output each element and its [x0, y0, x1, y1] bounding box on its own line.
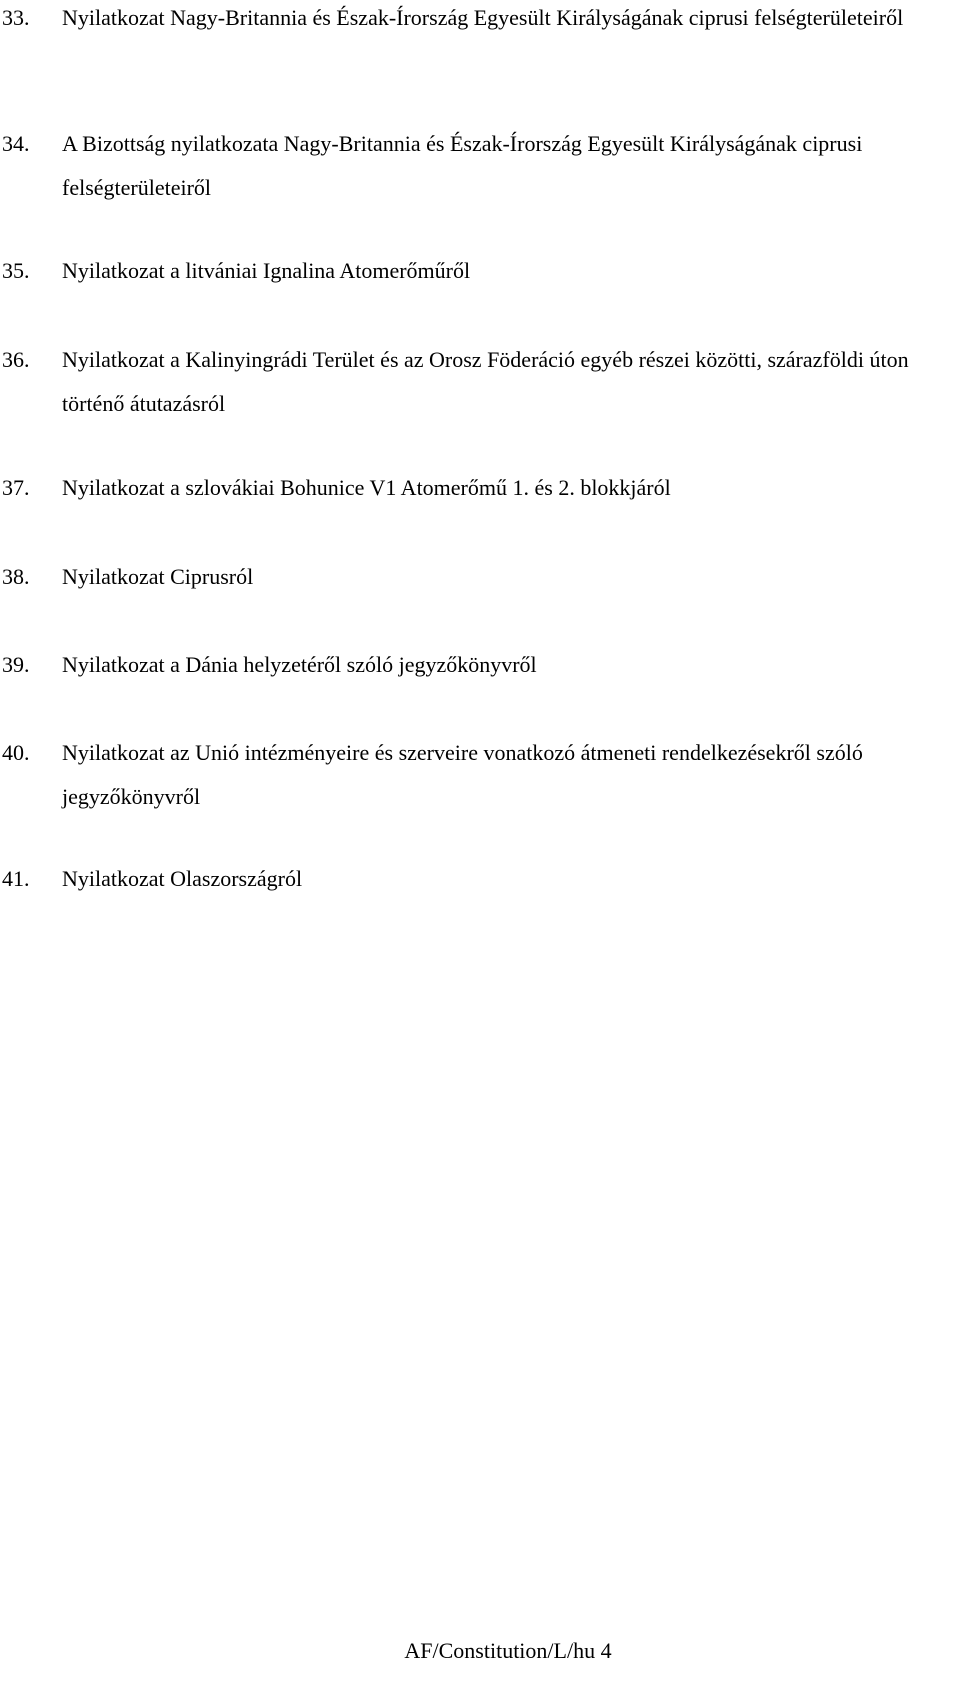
item-text: Nyilatkozat a Kalinyingrádi Terület és az Orosz Föderáció egyéb részei közötti, szárazföldi úton történő átutazásról	[62, 347, 909, 416]
list-item	[0, 466, 960, 510]
item-text: Nyilatkozat a szlovákiai Bohunice V1 Atomerőmű 1. és 2. blokkjáról	[62, 475, 671, 500]
item-number: 36.	[2, 347, 30, 372]
item-text: A Bizottság nyilatkozata Nagy-Britannia és Észak-Írország Egyesült Királyságának ciprusi felségterületeiről	[62, 131, 863, 200]
item-number: 37.	[2, 475, 30, 500]
item-text: Nyilatkozat a litvániai Ignalina Atomerőműről	[62, 258, 471, 283]
list-item	[0, 0, 960, 40]
list-item	[0, 857, 960, 901]
list-item	[0, 555, 960, 599]
list-item	[0, 249, 960, 293]
item-text: Nyilatkozat Ciprusról	[62, 564, 254, 589]
list-item	[0, 122, 960, 210]
page-footer: AF/Constitution/L/hu 4	[404, 1638, 612, 1663]
item-number: 38.	[2, 564, 30, 589]
item-text: Nyilatkozat Nagy-Britannia és Észak-Írország Egyesült Királyságának ciprusi felségterületeiről	[62, 5, 904, 30]
item-number: 35.	[2, 258, 30, 283]
item-text: Nyilatkozat a Dánia helyzetéről szóló jegyzőkönyvről	[62, 652, 537, 677]
item-number: 33.	[2, 5, 30, 30]
item-number: 34.	[2, 131, 30, 156]
item-number: 40.	[2, 740, 30, 765]
list-item	[0, 338, 960, 426]
item-number: 41.	[2, 866, 30, 891]
item-text: Nyilatkozat Olaszországról	[62, 866, 303, 891]
list-item	[0, 643, 960, 687]
item-text: Nyilatkozat az Unió intézményeire és szerveire vonatkozó átmeneti rendelkezésekről szóló jegyzőkönyvről	[62, 740, 863, 809]
item-number: 39.	[2, 652, 30, 677]
list-item	[0, 731, 960, 819]
